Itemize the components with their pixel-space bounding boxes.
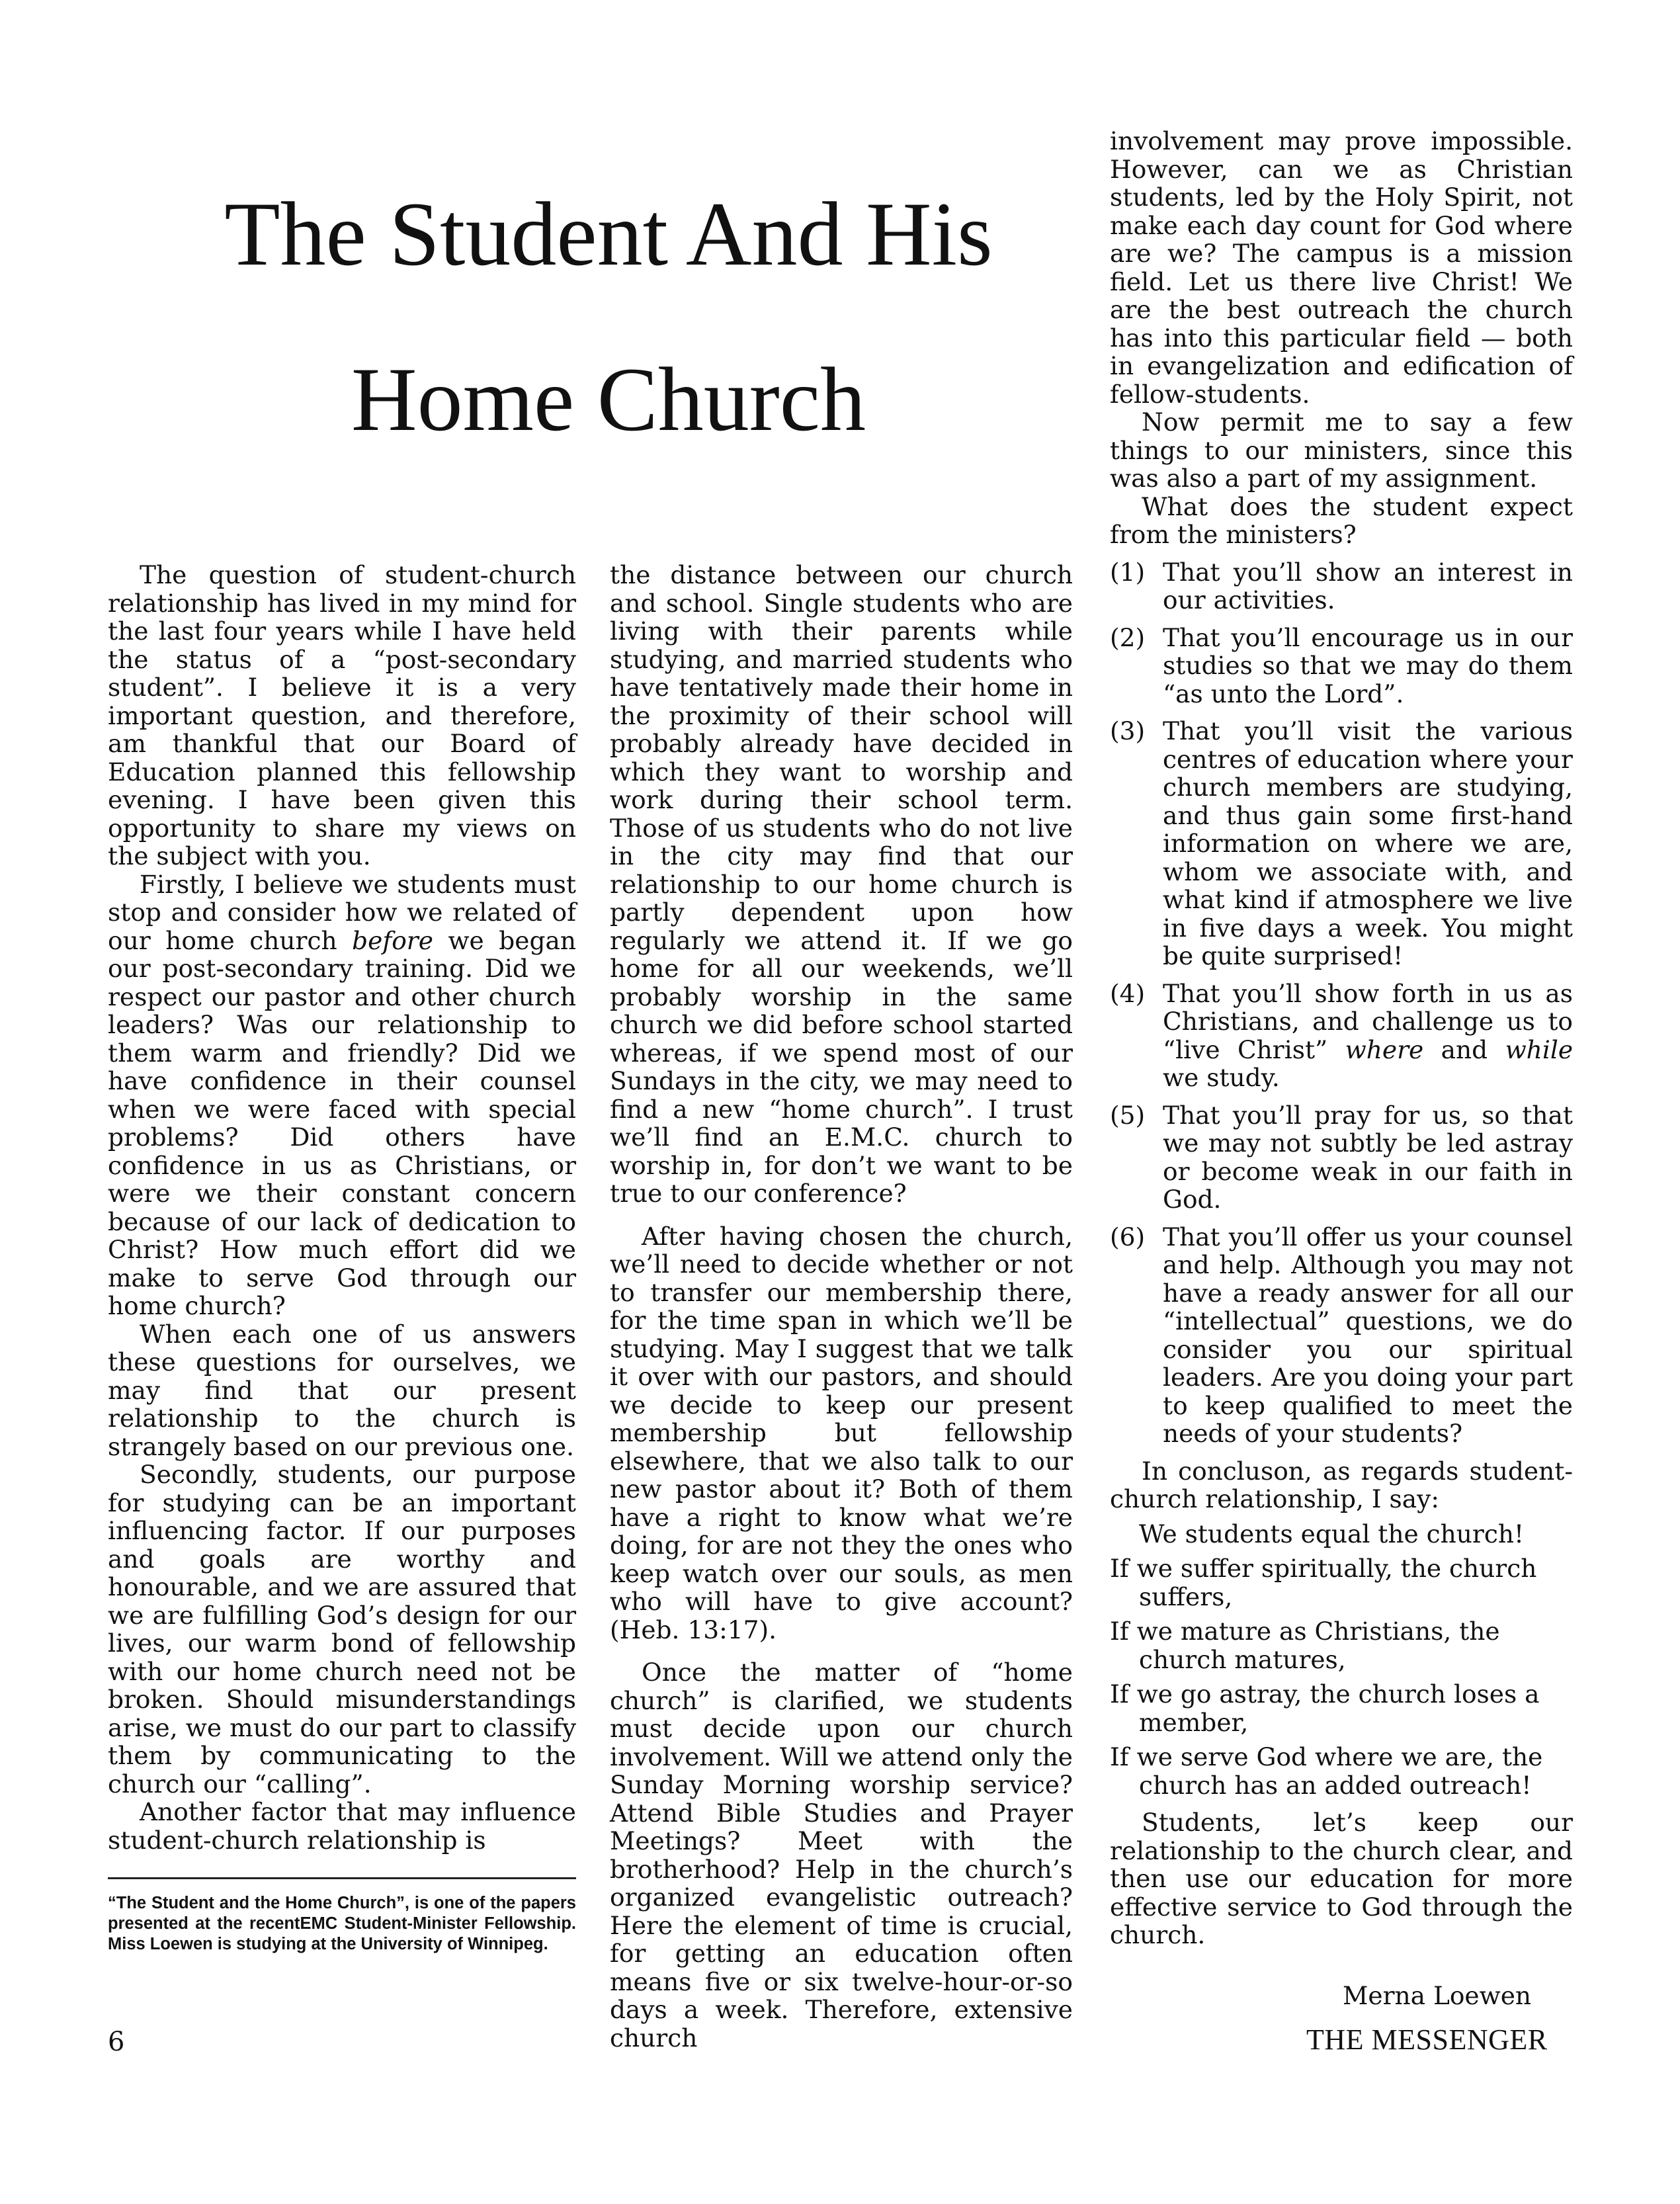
paragraph: What does the student expect from the ministers? [1110,491,1573,549]
verse-line: We students equal the church! [1139,1519,1525,1548]
list-text: That you’ll show an interest in our activities. [1163,557,1573,615]
paragraph: The question of student-church relationship has lived in my mind for the last four years while I have held the status of a “post-secondary student”. I believe it is a very important question, and therefore, am thankful that our Board of Education planned this fellowship evening. I have been given this opportunity to share my views on the subject with you. [108,560,576,870]
verse-line: If we suffer spiritually, the church suffers, [1110,1554,1537,1611]
verse-line: If we go astray, the church loses a member, [1110,1679,1540,1737]
paragraph: Firstly, I believe we students must stop and consider how we related of our home church before we began our post-secondary training. Did we respect our pastor and other church leaders? Was our relationship to them warm and friendly? Did we have confidence in their counsel when we were faced with special problems? Did others have confidence in us as Christians, or were we their constant concern because of our lack of dedication to Christ? How much effort did we make to serve God through our home church? [108,869,577,1320]
list-number: (2) [1110,622,1146,652]
list-number: (5) [1110,1100,1146,1130]
list-text: That you’ll visit the various centres of education where your church members are studying, and thus gain some first-hand information on where we are, whom we associate with, and what kind if atmosphere we live in five days a week. You might be quite surprised! [1163,716,1573,970]
article-title-line-1: The Student And His [224,183,993,284]
footnote: “The Student and the Home Church”, is one of the papers presented at the recentEMC Student-Minister Fellowship. Miss Loewen is studying at the University of Winnipeg. [108,1894,576,1953]
verse-line: If we mature as Christians, the church matures, [1110,1617,1500,1674]
list-number: (6) [1110,1222,1146,1251]
column-3 [1110,127,1573,1949]
paragraph: After having chosen the church, we’ll need to decide whether or not to transfer our membership there, for the time span in which we’ll be studying. May I suggest that we talk it over with our pastors, and should we decide to keep our present membership but fellowship elsewhere, that we also talk to our new pastor about it? Both of them have a right to know what we’re doing, for are not they the ones who keep watch over our souls, as men who will have to give account? (Heb. 13:17). [610,1221,1073,1644]
paragraph: Students, let’s keep our relationship to the church clear, and then use our education for more effective service to God through the church. [1110,1808,1573,1949]
expectations-list [1110,558,1573,1448]
paragraph: Once the matter of “home church” is clarified, we students must decide upon our church involvement. Will we attend only the Sunday Morning worship service? Attend Bible Studies and Prayer Meetings? Meet with the brotherhood? Help in the church’s organized evangelistic outreach? Here the element of time is crucial, for getting an education often means five or six twelve-hour-or-so days a week. Therefore, extensive church [610,1658,1073,2053]
column-2 [610,561,1073,2052]
page-number: 6 [108,2027,125,2057]
list-item [1110,1101,1573,1214]
paragraph: the distance between our church and school. Single students who are living with their parents while studying, and married students who have tentatively made their home in the proximity of their school will probably already have decided in which they want to worship and work during their school term. Those of us students who do not live in the city may find that our relationship to our home church is partly dependent upon how regularly we attend it. If we go home for all our weekends, we’ll probably worship in the same church we did before school started whereas, if we spend most of our Sundays in the city, we may need to find a new “home church”. I trust we’ll find an E.M.C. church to worship in, for don’t we want to be true to our conference? [610,560,1073,1208]
list-item [1110,717,1573,970]
list-item [1110,558,1573,615]
list-text: That you’ll encourage us in our studies so that we may do them “as unto the Lord”. [1163,622,1573,708]
list-text: That you’ll pray for us, so that we may not subtly be led astray or become weak in our faith in God. [1163,1100,1573,1214]
list-item [1110,1223,1573,1448]
list-number: (4) [1110,978,1146,1008]
paragraph: Another factor that may influence student-church relationship is [108,1797,576,1855]
list-text: That you’ll show forth in us as Christians, and challenge us to “live Christ” where and while we study. [1163,978,1574,1092]
closing-verse [1110,1520,1573,1800]
article-title-line-2: Home Church [351,349,866,450]
paragraph: involvement may prove impossible. However, can we as Christian students, led by the Holy Spirit, not make each day count for God where are we? The campus is a mission field. Let us there live Christ! We are the best outreach the church has into this particular field — both in evangelization and edification of fellow-students. [1110,126,1573,409]
column-1 [108,561,576,1854]
footnote-divider [108,1877,576,1879]
list-item [1110,624,1573,708]
author-signature: Merna Loewen [1343,1981,1532,2010]
list-item [1110,980,1573,1092]
paragraph: When each one of us answers these questions for ourselves, we may find that our present relationship to the church is strangely based on our previous one. [108,1319,576,1461]
verse-line: If we serve God where we are, the church has an added outreach! [1110,1742,1543,1800]
list-number: (1) [1110,557,1146,587]
paragraph: Now permit me to say a few things to our ministers, since this was also a part of my assignment. [1110,407,1573,493]
paragraph: In concluson, as regards student-church relationship, I say: [1110,1456,1573,1513]
publication-name: THE MESSENGER [1306,2023,1548,2056]
list-text: That you’ll offer us your counsel and help. Although you may not have a ready answer for all our “intellectual” questions, we do consider you our spiritual leaders. Are you doing your part to keep qualified to meet the needs of your students? [1163,1222,1573,1448]
list-number: (3) [1110,716,1146,745]
paragraph: Secondly, students, our purpose for studying can be an important influencing factor. If our purposes and goals are worthy and honourable, and we are assured that we are fulfilling God’s design for our lives, our warm bond of fellowship with our home church need not be broken. Should misunderstandings arise, we must do our part to classify them by communicating to the church our “calling”. [108,1460,576,1799]
